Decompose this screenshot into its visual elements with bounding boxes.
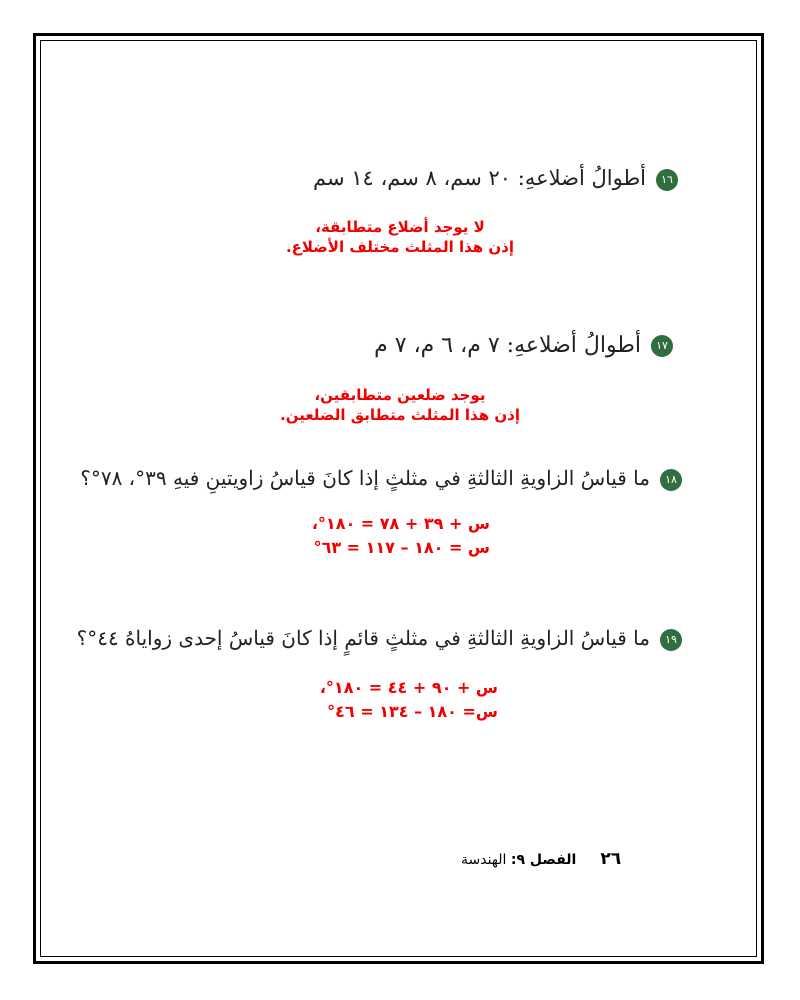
question-number-badge: ١٧ — [651, 335, 673, 357]
answer-line: يوجد ضلعين متطابقين، — [314, 386, 486, 404]
answer-16 — [270, 217, 530, 257]
question-text: ما قياسُ الزاويةِ الثالثةِ في مثلثٍ قائمٍ إذا كانَ قياسُ إحدى زواياهُ ٤٤°؟ — [76, 626, 650, 650]
question-text: أطوالُ أضلاعهِ: ٧ م، ٦ م، ٧ م — [374, 333, 641, 358]
equation-line: س + ٣٩ + ٧٨ = ١٨٠°، — [311, 514, 490, 533]
page-footer — [461, 849, 621, 869]
chapter-label: الفصل ٩: — [510, 852, 577, 868]
answer-18 — [312, 512, 490, 560]
question-number-badge: ١٦ — [656, 169, 678, 191]
answer-line: لا يوجد أضلاع متطابقة، — [315, 218, 485, 236]
answer-17 — [270, 385, 530, 425]
question-number-badge: ١٩ — [660, 629, 682, 651]
equation-line: س = ١٨٠ – ١١٧ = ٦٣° — [313, 538, 490, 557]
question-text: أطوالُ أضلاعهِ: ٢٠ سم، ٨ سم، ١٤ سم — [313, 166, 646, 190]
question-text: ما قياسُ الزاويةِ الثالثةِ في مثلثٍ إذا كانَ قياسُ زاويتينِ فيهِ ٣٩°، ٧٨°؟ — [80, 466, 650, 490]
question-18 — [80, 466, 682, 491]
answer-line: إذن هذا المثلث مختلف الأضلاع. — [285, 238, 515, 256]
answer-line: إذن هذا المثلث متطابق الضلعين. — [280, 406, 520, 424]
equation-line: س + ٩٠ + ٤٤ = ١٨٠°، — [319, 678, 498, 697]
question-16 — [313, 166, 678, 191]
page-number: ٢٦ — [600, 849, 622, 869]
question-17 — [374, 333, 673, 358]
question-19 — [77, 626, 682, 651]
answer-19 — [320, 676, 498, 724]
chapter-title: الهندسة — [461, 852, 507, 868]
question-number-badge: ١٨ — [660, 469, 682, 491]
equation-line: س= ١٨٠ – ١٣٤ = ٤٦° — [327, 702, 498, 721]
